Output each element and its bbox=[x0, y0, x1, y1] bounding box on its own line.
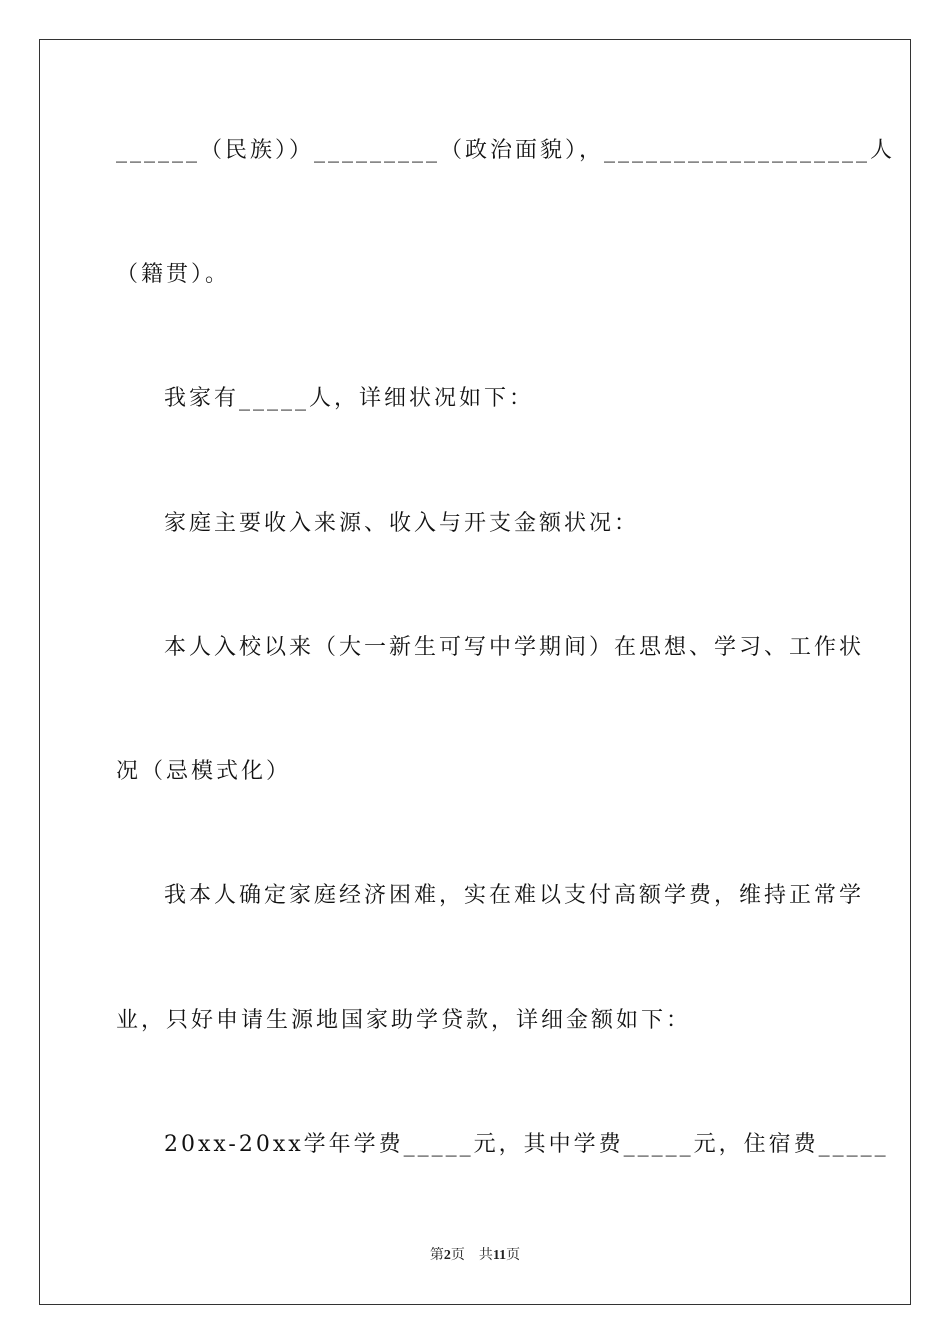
text-line-tuition-amounts: 20xx-20xx学年学费_____元，其中学费_____元，住宿费_____ bbox=[164, 1132, 889, 1157]
footer-page-prefix: 第 bbox=[429, 1248, 444, 1263]
text-line-school-performance: 本人入校以来（大一新生可写中学期间）在思想、学习、工作状 bbox=[164, 635, 865, 660]
text-line-school-performance-cont: 况（忌模式化） bbox=[116, 759, 292, 784]
text-line-native-place: （籍贯）。 bbox=[116, 262, 231, 287]
footer-total-suffix: 页 bbox=[506, 1248, 521, 1263]
page-footer bbox=[0, 1246, 950, 1266]
text-line-hardship-statement: 我本人确定家庭经济困难，实在难以支付高额学费，维持正常学 bbox=[164, 883, 865, 908]
text-line-family-income: 家庭主要收入来源、收入与开支金额状况： bbox=[164, 511, 640, 536]
page-border bbox=[39, 39, 911, 1305]
footer-total-prefix: 共 bbox=[478, 1248, 493, 1263]
footer-total-pages: 11 bbox=[492, 1248, 507, 1263]
footer-page-suffix: 页 bbox=[450, 1248, 465, 1263]
text-line-family-size: 我家有_____人，详细状况如下： bbox=[164, 386, 535, 411]
footer-page-number: 2 bbox=[443, 1248, 451, 1263]
text-line-loan-application: 业，只好申请生源地国家助学贷款，详细金额如下： bbox=[116, 1008, 692, 1033]
text-line-ethnicity-political-status: ______（民族））_________（政治面貌），___________________人 bbox=[116, 138, 896, 163]
